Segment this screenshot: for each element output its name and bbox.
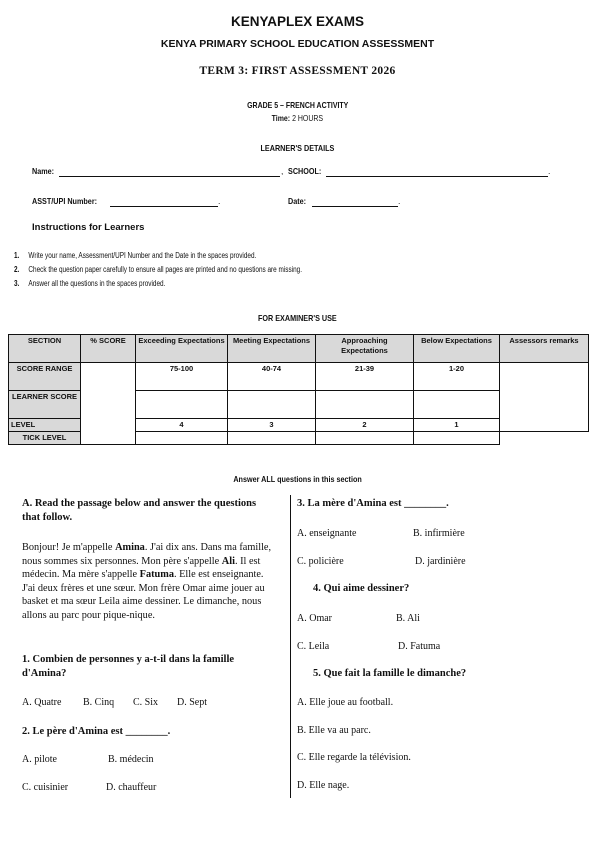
- instruction-item: 3. Answer all the questions in the spaces provided.: [14, 279, 166, 288]
- instruction-item: 1. Write your name, Assessment/UPI Number and the Date in the spaces provided.: [14, 251, 257, 260]
- header-remarks: Assessors remarks: [500, 335, 589, 363]
- assessment-title: KENYA PRIMARY SCHOOL EDUCATION ASSESSMENT: [160, 38, 435, 50]
- level-approaching: 2: [316, 419, 414, 432]
- q5-option-a[interactable]: A. Elle joue au football.: [297, 697, 394, 708]
- row-label-learner-score: LEARNER SCORE: [9, 391, 81, 419]
- header-meeting: Meeting Expectations: [228, 335, 316, 363]
- q2-option-c[interactable]: C. cuisinier: [22, 782, 69, 793]
- section-heading: A. Read the passage below and answer the questions that follow.: [22, 498, 257, 523]
- header-below: Below Expectations: [414, 335, 500, 363]
- q2-option-b[interactable]: B. médecin: [108, 754, 154, 765]
- passage-text: . Il est médecin. Ma mère s'appelle: [22, 555, 261, 581]
- passage-text: . Elle est enseignante. J'ai deux frères et une sœur. Mon frère Omar aime jouer au basket et ma sœur Leila aime dessiner. Le dimanche, nous allons au parc pour pique-nique.: [22, 569, 265, 621]
- question-2: 2. Le père d'Amina est ________.: [22, 726, 171, 737]
- range-exceeding: 75-100: [136, 363, 228, 391]
- examiner-title-wrap: [0, 308, 595, 326]
- range-below: 1-20: [414, 363, 500, 391]
- learner-score-exceeding[interactable]: [136, 391, 228, 419]
- name-field[interactable]: [59, 176, 280, 177]
- level-meeting: 3: [228, 419, 316, 432]
- passage-text: Bonjour! Je m'appelle: [22, 542, 116, 553]
- row-label-score-range: SCORE RANGE: [9, 363, 81, 391]
- tick-exceeding[interactable]: [136, 432, 228, 445]
- examiner-table: [8, 334, 589, 445]
- tick-below[interactable]: [414, 432, 500, 445]
- learner-score-meeting[interactable]: [228, 391, 316, 419]
- percent-score-cell[interactable]: [81, 363, 136, 445]
- question-3: 3. La mère d'Amina est ________.: [297, 498, 449, 509]
- q1-option-b[interactable]: B. Cinq: [83, 697, 115, 708]
- header-section: SECTION: [9, 335, 81, 363]
- q5-option-b[interactable]: B. Elle va au parc.: [297, 725, 371, 736]
- passage-name: Fatuma: [139, 569, 174, 581]
- question-4: 4. Qui aime dessiner?: [313, 583, 410, 594]
- tick-meeting[interactable]: [228, 432, 316, 445]
- header-approaching: Approaching Expectations: [316, 335, 414, 363]
- reading-passage: [22, 541, 278, 623]
- date-field[interactable]: [312, 206, 398, 207]
- level-exceeding: 4: [136, 419, 228, 432]
- remarks-cell[interactable]: [500, 363, 589, 432]
- q1-option-c[interactable]: C. Six: [133, 697, 159, 708]
- school-label: SCHOOL:: [288, 166, 322, 176]
- row-label-tick-level: TICK LEVEL: [9, 432, 81, 445]
- q3-option-c[interactable]: C. policière: [297, 556, 344, 567]
- row-label-level: LEVEL: [9, 419, 81, 432]
- date-label: Date:: [288, 196, 307, 206]
- org-title: KENYAPLEX EXAMS: [230, 14, 365, 29]
- term-title: TERM 3: FIRST ASSESSMENT 2026: [199, 65, 396, 77]
- section-instruction: Answer ALL questions in this section: [233, 474, 362, 484]
- passage-name: Amina: [115, 542, 145, 553]
- name-label: Name:: [32, 166, 55, 176]
- q3-option-d[interactable]: D. jardinière: [415, 556, 466, 567]
- time-value: 2 HOURS: [292, 113, 324, 123]
- asst-number-field[interactable]: [110, 206, 218, 207]
- q1-option-a[interactable]: A. Quatre: [22, 697, 62, 708]
- q3-option-b[interactable]: B. infirmière: [413, 528, 465, 539]
- q5-option-c[interactable]: C. Elle regarde la télévision.: [297, 752, 411, 763]
- level-below: 1: [414, 419, 500, 432]
- learner-score-approaching[interactable]: [316, 391, 414, 419]
- q4-option-c[interactable]: C. Leila: [297, 641, 330, 652]
- instruction-item: 2. Check the question paper carefully to ensure all pages are printed and no questions are missing.: [14, 265, 302, 274]
- learner-details-heading: LEARNER'S DETAILS: [260, 143, 335, 153]
- q1-option-d[interactable]: D. Sept: [177, 697, 207, 708]
- q2-option-d[interactable]: D. chauffeur: [106, 782, 157, 793]
- range-meeting: 40-74: [228, 363, 316, 391]
- passage-text: . J'ai dix ans. Dans ma famille, nous sommes six personnes. Mon père s'appelle: [22, 542, 272, 567]
- q3-option-a[interactable]: A. enseignante: [297, 528, 357, 539]
- question-1: 1. Combien de personnes y a-t-il dans la famille d'Amina?: [22, 654, 235, 679]
- examiner-title: FOR EXAMINER'S USE: [258, 313, 337, 323]
- q5-option-d[interactable]: D. Elle nage.: [297, 780, 350, 791]
- learner-details-wrap: [0, 138, 595, 156]
- school-field[interactable]: [326, 176, 548, 177]
- q4-option-b[interactable]: B. Ali: [396, 613, 420, 624]
- learner-score-below[interactable]: [414, 391, 500, 419]
- time-line: [0, 108, 595, 126]
- q4-option-a[interactable]: A. Omar: [297, 613, 332, 624]
- time-label: Time:: [271, 113, 291, 123]
- header-score: % SCORE: [81, 335, 136, 363]
- instructions-title: Instructions for Learners: [32, 222, 145, 233]
- q2-option-a[interactable]: A. pilote: [22, 754, 57, 765]
- q4-option-d[interactable]: D. Fatuma: [398, 641, 441, 652]
- question-5: 5. Que fait la famille le dimanche?: [313, 668, 467, 679]
- passage-name: Ali: [221, 555, 235, 567]
- asst-label: ASST/UPI Number:: [32, 196, 98, 206]
- grade-title: GRADE 5 – FRENCH ACTIVITY: [246, 100, 349, 110]
- column-divider: [290, 495, 291, 798]
- tick-approaching[interactable]: [316, 432, 414, 445]
- answer-all-wrap: [0, 469, 595, 487]
- header-exceeding: Exceeding Expectations: [136, 335, 228, 363]
- range-approaching: 21-39: [316, 363, 414, 391]
